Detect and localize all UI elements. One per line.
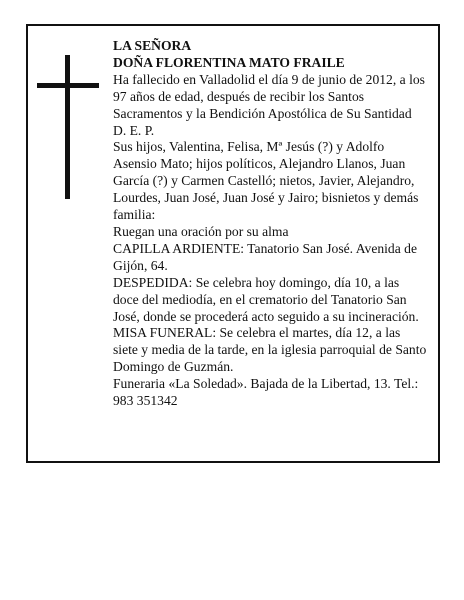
death-announcement: Ha fallecido en Valladolid el día 9 de junio de 2012, a los 97 años de edad, después de recibir los Santos Sacramentos y la Bendición Apostólica de Su Santidad D. E. P.: [113, 71, 425, 138]
farewell-details: DESPEDIDA: Se celebra hoy domingo, día 10, a las doce del mediodía, en el crematorio del Tanatorio San José, donde se procederá acto seguido a su incineración.: [113, 274, 419, 324]
cross-icon: [37, 55, 99, 199]
family-list: Sus hijos, Valentina, Felisa, Mª Jesús (?) y Adolfo Asensio Mato; hijos políticos, Alejandro Llanos, Juan García (?) y Carmen Castelló; nietos, Javier, Alejandro, Lourdes, Juan José, Juan José y Jairo; bisnietos y demás familia:: [113, 139, 419, 223]
prayer-request: Ruegan una oración por su alma: [113, 223, 289, 239]
notice-title: LA SEÑORA: [113, 38, 192, 53]
deceased-name: DOÑA FLORENTINA MATO FRAILE: [113, 54, 345, 70]
wake-location: CAPILLA ARDIENTE: Tanatorio San José. Avenida de Gijón, 64.: [113, 240, 417, 273]
funeral-home-contact: Funeraria «La Soledad». Bajada de la Libertad, 13. Tel.: 983 351342: [113, 376, 419, 409]
notice-text: [113, 38, 427, 410]
funeral-mass-details: MISA FUNERAL: Se celebra el martes, día 12, a las siete y media de la tarde, en la iglesia parroquial de Santo Domingo de Guzmán.: [113, 325, 427, 375]
